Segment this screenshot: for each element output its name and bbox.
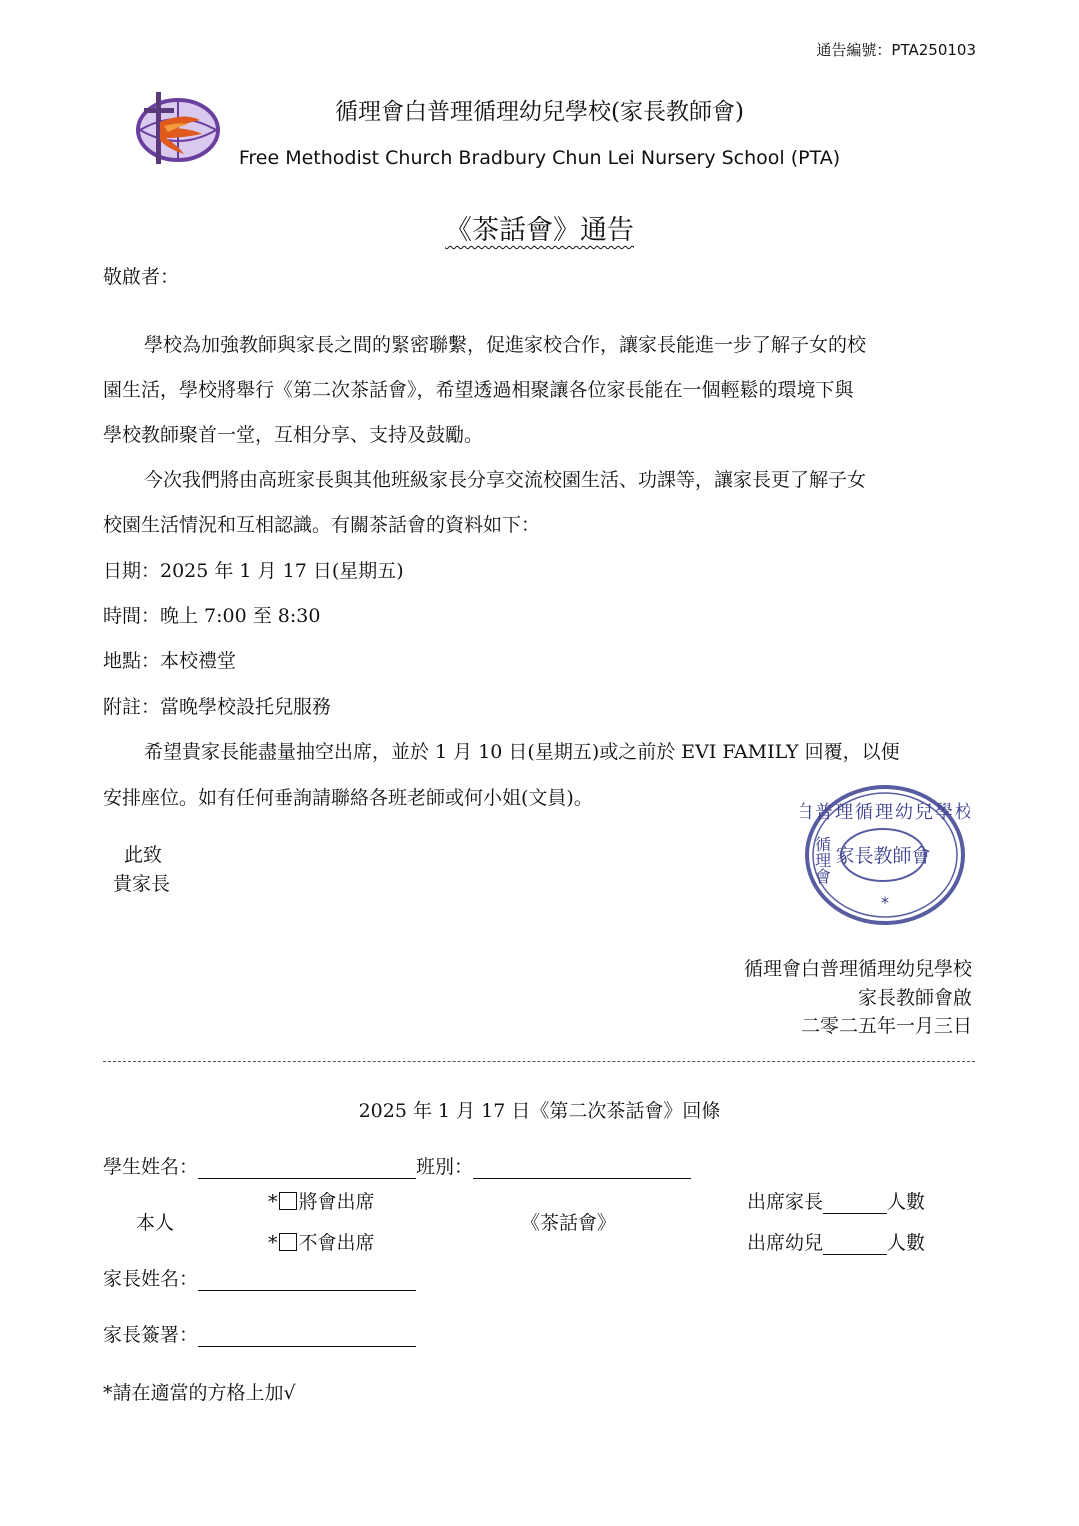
parent-sign-label: 家長簽署： xyxy=(103,1324,199,1346)
absent-checkbox[interactable] xyxy=(279,1233,297,1251)
absent-option[interactable] xyxy=(268,1228,375,1255)
class-field[interactable] xyxy=(473,1158,691,1179)
parent-sign-row xyxy=(103,1320,416,1347)
event-date: 日期：2025 年 1 月 17 日(星期五) xyxy=(103,560,404,582)
closing-line-1: 此致 xyxy=(124,844,163,866)
absent-label: 不會出席 xyxy=(298,1232,375,1254)
paragraph-2-line-1: 今次我們將由高班家長與其他班級家長分享交流校園生活、功課等，讓家長更了解子女 xyxy=(144,469,867,491)
parents-count-unit: 人數 xyxy=(887,1191,926,1213)
student-name-field[interactable] xyxy=(198,1158,416,1179)
seal-outer-text: 白普理循理幼兒學校 xyxy=(800,802,970,823)
signature-pta: 家長教師會啟 xyxy=(857,987,972,1009)
parent-sign-field[interactable] xyxy=(198,1326,416,1347)
parents-attend-row xyxy=(747,1187,925,1214)
signature-school: 循理會白普理循理幼兒學校 xyxy=(743,958,972,980)
paragraph-1-line-2: 園生活，學校將舉行《第二次茶話會》，希望透過相聚讓各位家長能在一個輕鬆的環境下與 xyxy=(103,379,854,401)
children-count-field[interactable] xyxy=(823,1236,887,1255)
event-time: 時間：晚上 7:00 至 8:30 xyxy=(103,605,321,627)
parent-name-field[interactable] xyxy=(198,1270,416,1291)
event-label: 《茶話會》 xyxy=(521,1212,617,1234)
absent-asterisk: * xyxy=(268,1232,278,1254)
attend-label: 將會出席 xyxy=(298,1191,375,1213)
notice-title-text: 《茶話會》通告 xyxy=(445,215,634,246)
closing-line-2: 貴家長 xyxy=(113,873,171,895)
parent-name-label: 家長姓名： xyxy=(103,1268,199,1290)
school-name-chinese: 循理會白普理循理幼兒學校(家長教師會) xyxy=(335,99,744,125)
class-label: 班別： xyxy=(416,1156,474,1178)
signature-date: 二零二五年一月三日 xyxy=(800,1015,972,1037)
notice-number: 通告編號：PTA250103 xyxy=(816,41,976,59)
parent-name-row xyxy=(103,1264,416,1291)
attend-asterisk: * xyxy=(268,1191,278,1213)
student-name-label: 學生姓名： xyxy=(103,1156,199,1178)
parents-count-field[interactable] xyxy=(823,1195,887,1214)
seal-inner-text: 家長教師會 xyxy=(835,845,931,867)
paragraph-1-line-3: 學校教師聚首一堂，互相分享、支持及鼓勵。 xyxy=(103,424,484,446)
paragraph-3-line-1: 希望貴家長能盡量抽空出席，並於 1 月 10 日(星期五)或之前於 EVI FAMILY 回覆，以便 xyxy=(144,741,900,763)
school-name-english: Free Methodist Church Bradbury Chun Lei Nursery School (PTA) xyxy=(238,147,841,169)
salutation: 敬啟者： xyxy=(103,266,180,288)
attend-option[interactable] xyxy=(268,1187,375,1214)
paragraph-2-line-2: 校園生活情況和互相認識。有關茶話會的資料如下： xyxy=(103,514,541,536)
student-name-row xyxy=(103,1152,691,1179)
children-count-unit: 人數 xyxy=(887,1232,926,1254)
cut-line-divider xyxy=(103,1061,975,1062)
parents-attend-label: 出席家長 xyxy=(747,1191,824,1213)
attend-checkbox[interactable] xyxy=(279,1192,297,1210)
event-venue: 地點：本校禮堂 xyxy=(103,650,237,672)
children-attend-label: 出席幼兒 xyxy=(747,1232,824,1254)
seal-left-text: 循理會 xyxy=(812,836,832,884)
paragraph-1-line-1: 學校為加強教師與家長之間的緊密聯繫，促進家校合作，讓家長能進一步了解子女的校 xyxy=(144,334,867,356)
reply-slip-title: 2025 年 1 月 17 日《第二次茶話會》回條 xyxy=(358,1100,721,1122)
pta-seal-stamp xyxy=(800,780,970,930)
children-attend-row xyxy=(747,1228,925,1255)
footnote: *請在適當的方格上加√ xyxy=(103,1382,296,1404)
notice-title xyxy=(0,208,1079,247)
svg-text:*: * xyxy=(881,893,889,912)
paragraph-3-line-2: 安排座位。如有任何垂詢請聯絡各班老師或何小姐(文員)。 xyxy=(103,787,593,809)
self-label: 本人 xyxy=(136,1212,175,1234)
event-note: 附註：當晚學校設托兒服務 xyxy=(103,696,332,718)
